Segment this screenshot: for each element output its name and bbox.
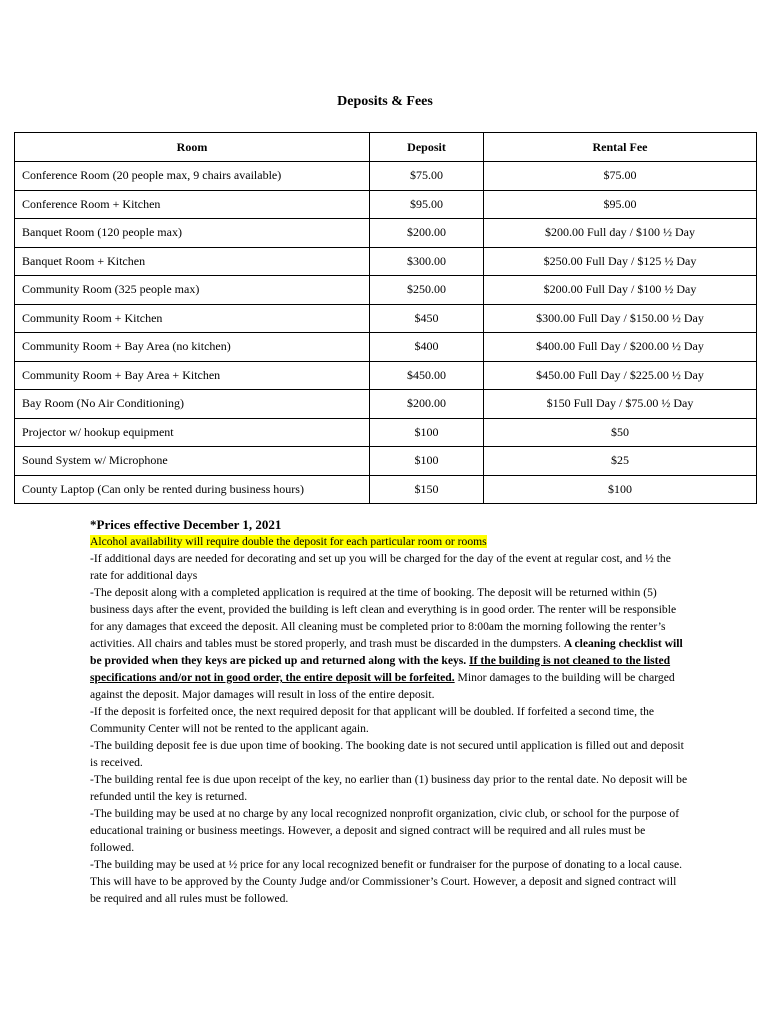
deposit-cell: $95.00 — [370, 190, 484, 219]
room-cell: County Laptop (Can only be rented during business hours) — [15, 475, 370, 504]
room-cell: Conference Room + Kitchen — [15, 190, 370, 219]
table-row — [15, 390, 757, 419]
deposit-fee-note: -The building deposit fee is due upon time of booking. The booking date is not secured until application is filled out and deposit is received. — [90, 739, 684, 769]
table-row — [15, 475, 757, 504]
forfeited-note: -If the deposit is forfeited once, the next required deposit for that applicant will be doubled. If forfeited a second time, the Community Center will not be rented to the applicant again. — [90, 705, 655, 735]
fee-cell: $400.00 Full Day / $200.00 ½ Day — [484, 333, 757, 362]
table-row — [15, 247, 757, 276]
room-cell: Bay Room (No Air Conditioning) — [15, 390, 370, 419]
alcohol-note — [90, 533, 690, 550]
prices-effective-note: *Prices effective December 1, 2021 — [90, 517, 282, 532]
page-title: Deposits & Fees — [337, 94, 433, 109]
table-row — [15, 361, 757, 390]
deposit-cell: $400 — [370, 333, 484, 362]
room-cell: Banquet Room (120 people max) — [15, 219, 370, 248]
deposit-cell: $250.00 — [370, 276, 484, 305]
column-header-room: Room — [15, 133, 370, 162]
deposit-cell: $300.00 — [370, 247, 484, 276]
fee-cell: $200.00 Full Day / $100 ½ Day — [484, 276, 757, 305]
no-charge-note: -The building may be used at no charge by any local recognized nonprofit organization, civic club, or school for the purpose of educational training or business meetings. However, a deposit and signed contract will be required and all rules must be followed. — [90, 807, 680, 854]
deposit-policy-text: -The deposit along with a completed application is required at the time of booking. The deposit will be returned within (5) business days after the event, provided the building is left clean and everything is in good order. The renter will be responsible for any damages that exceed the deposit. All cleaning must be completed prior to 8:00am the morning following the renter’s activities. All chairs and tables must be stored properly, and trash must be discarded in the dumpsters. — [90, 586, 677, 650]
column-header-deposit: Deposit — [370, 133, 484, 162]
fee-cell: $200.00 Full day / $100 ½ Day — [484, 219, 757, 248]
table-row — [15, 447, 757, 476]
deposit-cell: $100 — [370, 418, 484, 447]
table-row — [15, 276, 757, 305]
fee-cell: $100 — [484, 475, 757, 504]
alcohol-highlight: Alcohol availability will require double the deposit for each particular room or rooms — [90, 535, 487, 548]
deposit-cell: $450.00 — [370, 361, 484, 390]
fee-cell: $95.00 — [484, 190, 757, 219]
policy-notes — [90, 516, 690, 907]
room-cell: Conference Room (20 people max, 9 chairs available) — [15, 162, 370, 191]
fees-table — [14, 132, 757, 504]
half-price-note: -The building may be used at ½ price for any local recognized benefit or fundraiser for the purpose of donating to a local cause. This will have to be approved by the County Judge and/or Commissioner’s Court. However, a deposit and signed contract will be required and all rules must be followed. — [90, 858, 683, 905]
table-row — [15, 162, 757, 191]
column-header-rental-fee: Rental Fee — [484, 133, 757, 162]
deposit-cell: $200.00 — [370, 390, 484, 419]
fee-cell: $150 Full Day / $75.00 ½ Day — [484, 390, 757, 419]
room-cell: Community Room + Bay Area + Kitchen — [15, 361, 370, 390]
fee-cell: $50 — [484, 418, 757, 447]
additional-days-note: -If additional days are needed for decorating and set up you will be charged for the day of the event at regular cost, and ½ the rate for additional days — [90, 552, 671, 582]
fee-cell: $25 — [484, 447, 757, 476]
deposit-cell: $200.00 — [370, 219, 484, 248]
fee-cell: $450.00 Full Day / $225.00 ½ Day — [484, 361, 757, 390]
table-row — [15, 418, 757, 447]
rental-fee-note: -The building rental fee is due upon receipt of the key, no earlier than (1) business day prior to the rental date. No deposit will be refunded until the key is returned. — [90, 773, 688, 803]
room-cell: Community Room + Kitchen — [15, 304, 370, 333]
room-cell: Community Room + Bay Area (no kitchen) — [15, 333, 370, 362]
deposit-cell: $100 — [370, 447, 484, 476]
fee-cell: $75.00 — [484, 162, 757, 191]
table-row — [15, 219, 757, 248]
forfeit-warning-text: If the building is not cleaned to the listed specifications and/or not in good order, the entire deposit will be forfeited. — [90, 654, 671, 684]
damages-text: Minor damages to the building will be charged against the deposit. Major damages will result in loss of the entire deposit. — [90, 671, 675, 701]
deposit-policy-note — [90, 584, 690, 703]
table-row — [15, 333, 757, 362]
room-cell: Banquet Room + Kitchen — [15, 247, 370, 276]
fee-cell: $250.00 Full Day / $125 ½ Day — [484, 247, 757, 276]
table-header-row — [15, 133, 757, 162]
table-row — [15, 190, 757, 219]
fee-cell: $300.00 Full Day / $150.00 ½ Day — [484, 304, 757, 333]
deposit-cell: $150 — [370, 475, 484, 504]
room-cell: Projector w/ hookup equipment — [15, 418, 370, 447]
room-cell: Sound System w/ Microphone — [15, 447, 370, 476]
deposit-cell: $450 — [370, 304, 484, 333]
room-cell: Community Room (325 people max) — [15, 276, 370, 305]
deposit-cell: $75.00 — [370, 162, 484, 191]
table-row — [15, 304, 757, 333]
cleaning-checklist-text: A cleaning checklist will be provided when they keys are picked up and returned along with the keys. — [90, 637, 683, 667]
